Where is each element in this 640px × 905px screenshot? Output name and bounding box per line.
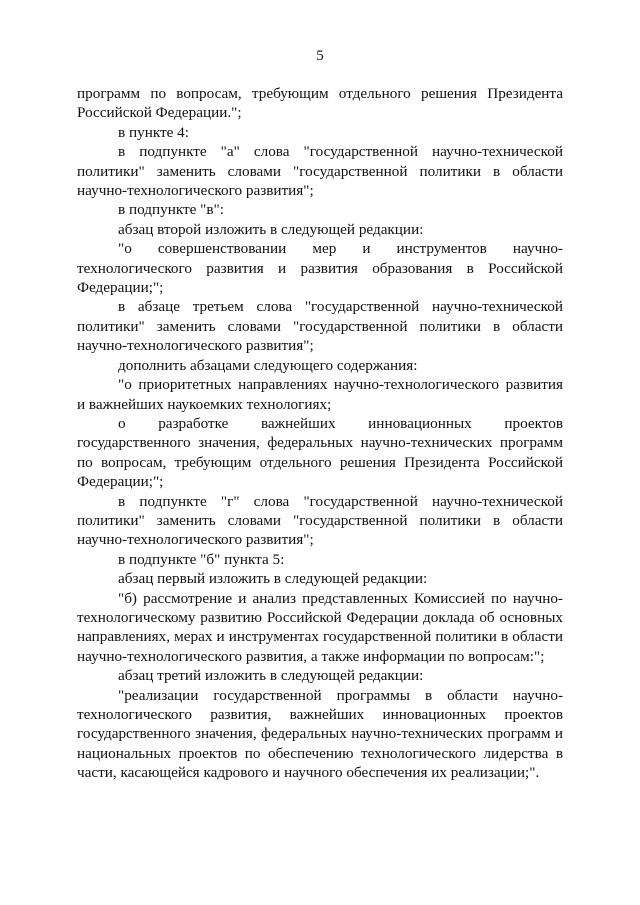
document-body — [77, 84, 563, 783]
paragraph: в подпункте "г" слова "государственной научно-технической политики" заменить словами "государственной политики в области научно-технологического развития"; — [77, 492, 563, 549]
paragraph: в подпункте "б" пункта 5: — [118, 550, 285, 568]
paragraph: абзац второй изложить в следующей редакции: — [118, 220, 424, 238]
paragraph: "б) рассмотрение и анализ представленных Комиссией по научно-технологическому развитию Российской Федерации доклада об основных направлениях, мерах и инструментах государственной политики в области научно-технологического развития, а также информации по вопросам:"; — [77, 589, 563, 665]
paragraph: "о совершенствовании мер и инструментов научно-технологического развития и развития образования в Российской Федерации;"; — [77, 240, 563, 297]
paragraph: "реализации государственной программы в области научно-технологического развития, важнейших инновационных проектов государственного значения, федеральных научно-технических программ и национальных проектов по обеспечению технологического лидерства в части, касающейся кадрового и научного обеспечения их реализации;". — [77, 686, 563, 782]
paragraph: абзац первый изложить в следующей редакции: — [118, 570, 428, 588]
paragraph: дополнить абзацами следующего содержания: — [118, 356, 418, 374]
paragraph: в подпункте "в": — [118, 201, 224, 219]
paragraph: в абзаце третьем слова "государственной научно-технической политики" заменить словами "государственной политики в области научно-технологического развития"; — [77, 298, 563, 355]
paragraph: в подпункте "а" слова "государственной научно-технической политики" заменить словами "государственной политики в области научно-технологического развития"; — [77, 143, 563, 200]
paragraph: о разработке важнейших инновационных проектов государственного значения, федеральных научно-технических программ по вопросам, требующим отдельного решения Президента Российской Федерации;"; — [77, 414, 563, 491]
paragraph: в пункте 4: — [118, 123, 189, 141]
paragraph: абзац третий изложить в следующей редакции: — [118, 667, 424, 685]
page-number: 5 — [316, 48, 324, 64]
paragraph: "о приоритетных направлениях научно-технологического развития и важнейших наукоемких технологиях; — [77, 376, 563, 413]
paragraph: программ по вопросам, требующим отдельного решения Президента Российской Федерации."; — [77, 85, 563, 122]
